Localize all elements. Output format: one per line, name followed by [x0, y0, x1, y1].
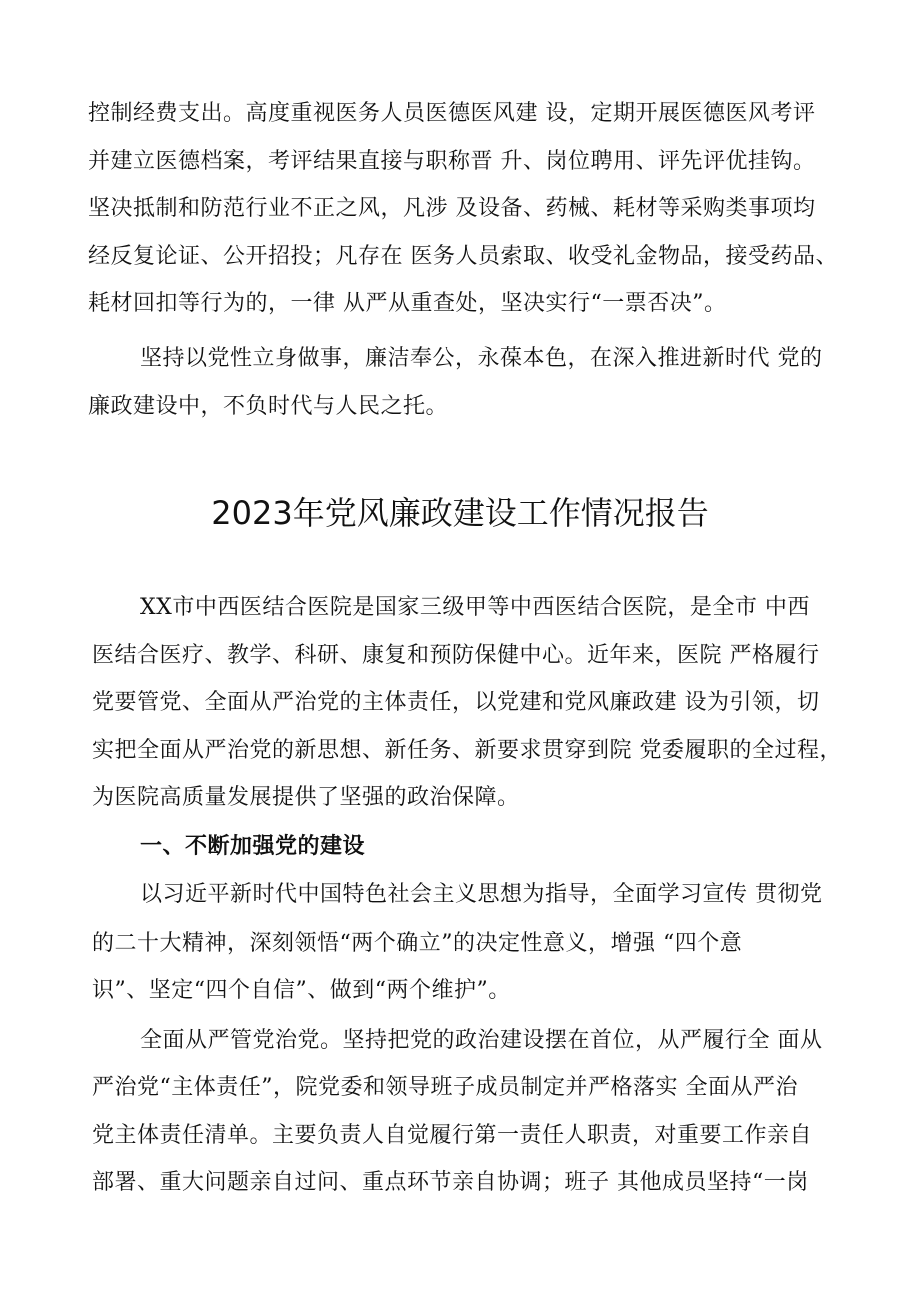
paragraph-line: 全面从严管党治党。坚持把党的政治建设摆在首位，从严履行全 面从 — [140, 1028, 823, 1053]
paragraph-line: 并建立医德档案，考评结果直接与职称晋 升、岗位聘用、评先评优挂钩。 — [88, 149, 816, 174]
paragraph-line: 坚持以党性立身做事，廉洁奉公，永葆本色，在深入推进新时代 党的 — [140, 346, 823, 371]
paragraph-line: 党要管党、全面从严治党的主体责任，以党建和党风廉政建 设为引领，切 — [92, 690, 820, 715]
paragraph-line: 实把全面从严治党的新思想、新任务、新要求贯穿到院 党委履职的全过程， — [92, 738, 842, 763]
paragraph-line: 坚决抵制和防范行业不正之风，凡涉 及设备、药械、耗材等采购类事项均 — [88, 196, 816, 221]
paragraph-line: 经反复论证、公开招投；凡存在 医务人员索取、收受礼金物品，接受药品、 — [88, 244, 838, 269]
section-heading: 一、不断加强党的建设 — [140, 834, 366, 859]
paragraph-line: 耗材回扣等行为的，一律 从严从重查处，坚决实行“一票否决”。 — [88, 291, 727, 316]
paragraph-line: 以习近平新时代中国特色社会主义思想为指导，全面学习宣传 贯彻党 — [140, 882, 823, 907]
paragraph-line: 为医院高质量发展提供了坚强的政治保障。 — [92, 785, 520, 810]
paragraph-line: 党主体责任清单。主要负责人自觉履行第一责任人职责，对重要工作亲自 — [92, 1123, 813, 1148]
paragraph-line: 识”、坚定“四个自信”、做到“两个维护”。 — [92, 978, 511, 1003]
paragraph-line: 医结合医疗、教学、科研、康复和预防保健中心。近年来，医院 严格履行 — [92, 643, 820, 668]
paragraph-line: 的二十大精神，深刻领悟“两个确立”的决定性意义，增强 “四个意 — [92, 931, 743, 956]
paragraph-line: XX市中西医结合医院是国家三级甲等中西医结合医院，是全市 中西 — [140, 595, 810, 620]
report-title: 2023年党风廉政建设工作情况报告 — [211, 494, 709, 532]
paragraph-line: 控制经费支出。高度重视医务人员医德医风建 设，定期开展医德医风考评 — [88, 101, 816, 126]
paragraph-line: 廉政建设中，不负时代与人民之托。 — [88, 394, 449, 419]
paragraph-line: 严治党“主体责任”，院党委和领导班子成员制定并严格落实 全面从严治 — [92, 1075, 798, 1100]
paragraph-line: 部署、重大问题亲自过问、重点环节亲自协调；班子 其他成员坚持“一岗 — [92, 1170, 809, 1195]
